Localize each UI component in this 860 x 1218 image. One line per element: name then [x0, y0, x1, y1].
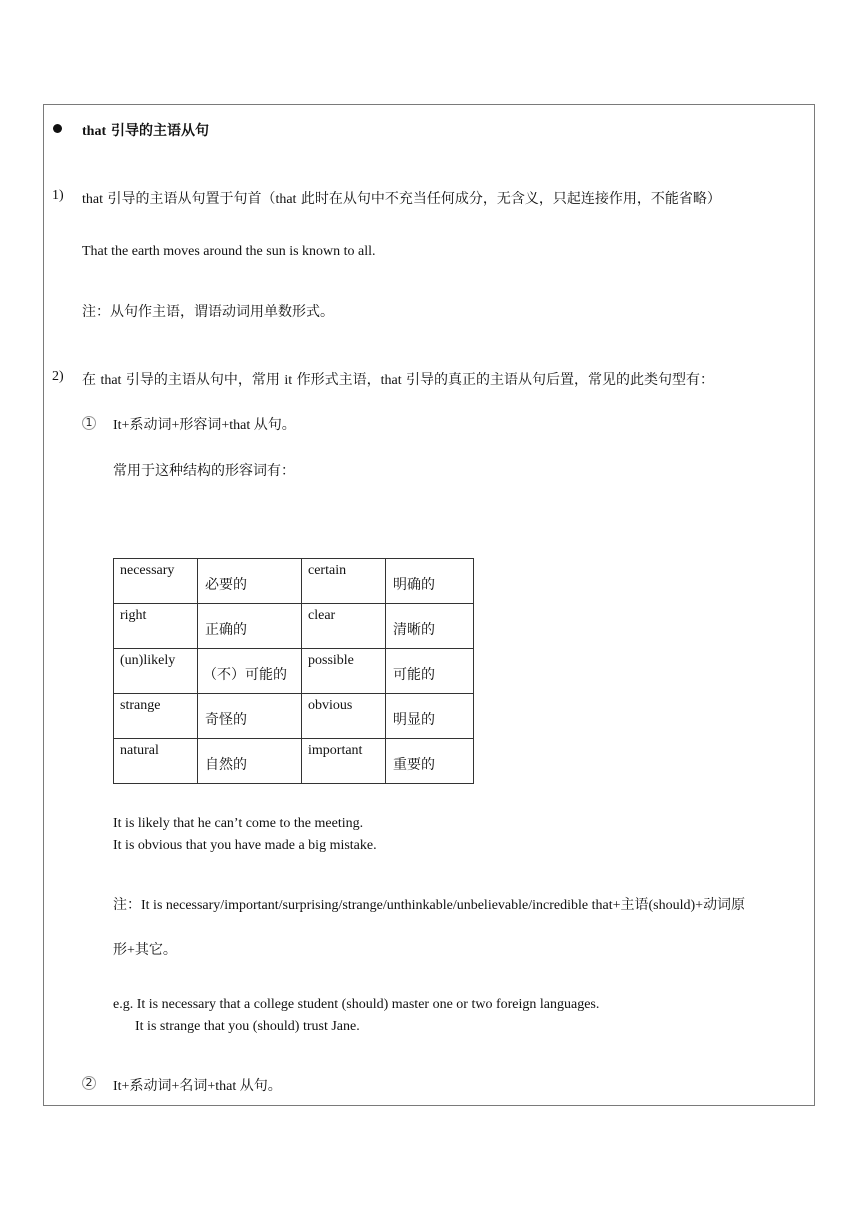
sub1-note-cont: 形+其它。 [113, 942, 177, 958]
heading-en: that [82, 124, 107, 139]
table-row [114, 694, 474, 739]
table-cell: 自然的 [205, 757, 247, 773]
circled-number-1-icon: 1 [82, 416, 96, 430]
table-cell: 清晰的 [393, 622, 435, 638]
point2-number: 2) [52, 369, 64, 384]
point1-number: 1) [52, 188, 64, 203]
table-cell: strange [120, 698, 161, 713]
table-row [114, 604, 474, 649]
table-row [114, 649, 474, 694]
bullet-icon [53, 124, 62, 133]
table-cell: important [308, 743, 363, 758]
sub1-intro: 常用于这种结构的形容词有： [113, 463, 295, 479]
table-cell: obvious [308, 698, 353, 713]
table-cell: (un)likely [120, 653, 176, 668]
table-row [114, 739, 474, 784]
table-cell: possible [308, 653, 354, 668]
table-cell: right [120, 608, 147, 623]
table-cell: natural [120, 743, 159, 758]
table-cell: necessary [120, 563, 175, 578]
table-cell: 重要的 [393, 757, 435, 773]
heading-zh: 引导的主语从句 [106, 123, 209, 139]
sub1-example-1: It is likely that he can’t come to the meeting. [113, 816, 364, 831]
point1-text: that 引导的主语从句置于句首（that 此时在从句中不充当任何成分，无含义，只起连接作用，不能省略） [82, 191, 721, 207]
point1-example: That the earth moves around the sun is known to all. [82, 244, 376, 259]
table-cell: 必要的 [205, 577, 247, 593]
section-heading [82, 120, 209, 140]
circled-number-2-icon: 2 [82, 1076, 96, 1090]
sub1-pattern: It+系动词+形容词+that 从句。 [113, 417, 296, 433]
sub1-note: 注：It is necessary/important/surprising/strange/unthinkable/unbelievable/incredible that+主语(should)+动词原 [113, 897, 746, 913]
table-cell: clear [308, 608, 336, 623]
table-cell: 可能的 [393, 667, 435, 683]
table-cell: 明显的 [393, 712, 435, 728]
sub1-eg-1: e.g. It is necessary that a college student (should) master one or two foreign languages. [113, 997, 600, 1012]
table-cell: 明确的 [393, 577, 435, 593]
table-cell: 正确的 [205, 622, 247, 638]
table-cell: certain [308, 563, 347, 578]
point1-note: 注：从句作主语，谓语动词用单数形式。 [82, 304, 334, 320]
sub2-pattern: It+系动词+名词+that 从句。 [113, 1078, 282, 1094]
table-cell: （不）可能的 [203, 667, 287, 683]
table-row [114, 559, 474, 604]
adjective-table [113, 558, 474, 784]
sub1-eg-2: It is strange that you (should) trust Jane. [135, 1019, 360, 1034]
point2-text: 在 that 引导的主语从句中，常用 it 作形式主语，that 引导的真正的主语从句后置，常见的此类句型有： [82, 372, 715, 388]
sub1-example-2: It is obvious that you have made a big mistake. [113, 838, 377, 853]
table-cell: 奇怪的 [205, 712, 247, 728]
